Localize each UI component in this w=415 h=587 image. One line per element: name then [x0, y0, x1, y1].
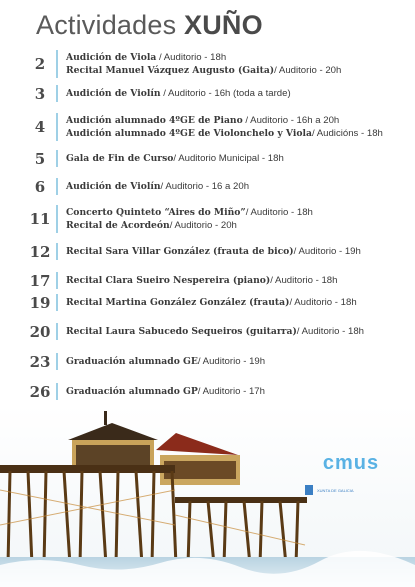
activity-line [66, 51, 341, 64]
event-name: Concerto Quinteto “Aires do Miño” [66, 207, 246, 218]
activity-row [30, 383, 265, 400]
divider-bar [56, 294, 58, 311]
event-name: Graduación alumnado GP [66, 386, 198, 397]
activity-line [66, 64, 341, 77]
activity-day: 4 [34, 118, 46, 136]
divider-bar [56, 353, 58, 370]
pier-photo [0, 405, 415, 587]
activity-day: 26 [29, 382, 51, 401]
event-name: Recital Manuel Vázquez Augusto (Gaita) [66, 65, 275, 76]
event-name: Audición de Viola [66, 52, 157, 63]
activity-row [30, 272, 337, 289]
divider-bar [56, 272, 58, 289]
activity-lines [66, 383, 265, 400]
event-venue-time: / Auditorio Municipal - 18h [173, 153, 284, 164]
event-venue-time: / Auditorio - 18h [245, 207, 313, 218]
activity-day: 3 [34, 84, 46, 103]
event-venue-time: / Audicións - 18h [311, 128, 383, 139]
event-venue-time: / Auditorio - 16 a 20h [160, 181, 250, 192]
divider-bar [56, 150, 58, 167]
activity-day: 19 [29, 293, 51, 312]
xunta-label: XUNTA DE GALICIA [317, 487, 354, 493]
activity-line [66, 206, 313, 219]
divider-bar [56, 205, 58, 233]
activity-lines [66, 150, 284, 167]
activity-row [30, 50, 341, 78]
activity-row [30, 294, 357, 311]
event-venue-time: / Auditorio - 18h [289, 297, 357, 308]
activity-line [66, 180, 249, 193]
event-venue-time: / Auditorio - 16h (toda a tarde) [160, 88, 291, 99]
activity-lines [66, 323, 364, 340]
activity-lines [66, 85, 291, 102]
activity-line [66, 296, 357, 309]
activity-line [66, 219, 313, 232]
event-name: Recital Martina González González (frauta) [66, 297, 290, 308]
divider-bar [56, 323, 58, 340]
activity-day: 6 [34, 177, 46, 196]
event-name: Audición alumnado 4ºGE de Piano [66, 115, 243, 126]
activity-line [66, 245, 361, 258]
event-name: Gala de Fin de Curso [66, 153, 174, 164]
activity-row [30, 353, 265, 370]
activity-day: 2 [34, 55, 46, 73]
event-name: Audición alumnado 4ºGE de Violonchelo y Viola [66, 128, 312, 139]
event-name: Graduación alumnado GE [66, 356, 198, 367]
event-venue-time: / Auditorio - 18h [156, 52, 227, 63]
activity-day: 23 [29, 352, 51, 371]
activity-row [30, 113, 383, 141]
activity-lines [66, 243, 361, 260]
event-venue-time: / Auditorio - 19h [197, 356, 266, 367]
activity-lines [66, 113, 383, 141]
activity-row [30, 323, 364, 340]
xunta-logo [305, 485, 397, 495]
activity-row [30, 85, 291, 102]
event-name: Audición de Violín [66, 88, 161, 99]
cmus-subtitle [305, 473, 397, 477]
event-name: Recital de Acordeón [66, 220, 170, 231]
activity-lines [66, 294, 357, 311]
activity-line [66, 355, 265, 368]
activity-row [30, 243, 361, 260]
activity-day: 17 [29, 271, 51, 290]
activity-line [66, 274, 337, 287]
divider-bar [56, 178, 58, 195]
page-title [36, 10, 263, 41]
activity-lines [66, 353, 265, 370]
activity-line [66, 325, 364, 338]
event-name: Recital Clara Sueiro Nespereira (piano) [66, 275, 271, 286]
activity-line [66, 385, 265, 398]
activity-lines [66, 272, 337, 289]
activity-line [66, 152, 284, 165]
activity-day: 12 [29, 242, 51, 261]
activity-row [30, 150, 284, 167]
event-venue-time: / Auditorio - 20h [169, 220, 237, 231]
event-venue-time: / Auditorio - 17h [197, 386, 265, 397]
activity-row [30, 178, 249, 195]
title-bold: XUÑO [183, 10, 263, 40]
event-name: Audición de Violín [66, 181, 161, 192]
activity-lines [66, 178, 249, 195]
activity-day: 20 [29, 322, 51, 341]
activity-line [66, 127, 383, 140]
event-name: Recital Sara Villar González (frauta de bico) [66, 246, 294, 257]
xunta-emblem-icon [305, 485, 313, 495]
activity-lines [66, 50, 341, 78]
activity-day: 5 [34, 149, 46, 168]
title-light: Actividades [36, 10, 184, 40]
divider-bar [56, 383, 58, 400]
divider-bar [56, 50, 58, 78]
event-venue-time: / Auditorio - 16h a 20h [242, 115, 340, 126]
event-name: Recital Laura Sabucedo Sequeiros (guitarra) [66, 326, 297, 337]
divider-bar [56, 243, 58, 260]
activity-day: 11 [29, 210, 51, 228]
event-venue-time: / Auditorio - 18h [296, 326, 364, 337]
divider-bar [56, 85, 58, 102]
event-venue-time: / Auditorio - 18h [270, 275, 338, 286]
divider-bar [56, 113, 58, 141]
activity-line [66, 114, 383, 127]
event-venue-time: / Auditorio - 20h [274, 65, 342, 76]
activity-line [66, 87, 291, 100]
activity-lines [66, 205, 313, 233]
cmus-logo: cmus [322, 452, 380, 474]
activity-row [30, 205, 313, 233]
logos [305, 452, 397, 495]
event-venue-time: / Auditorio - 19h [293, 246, 361, 257]
